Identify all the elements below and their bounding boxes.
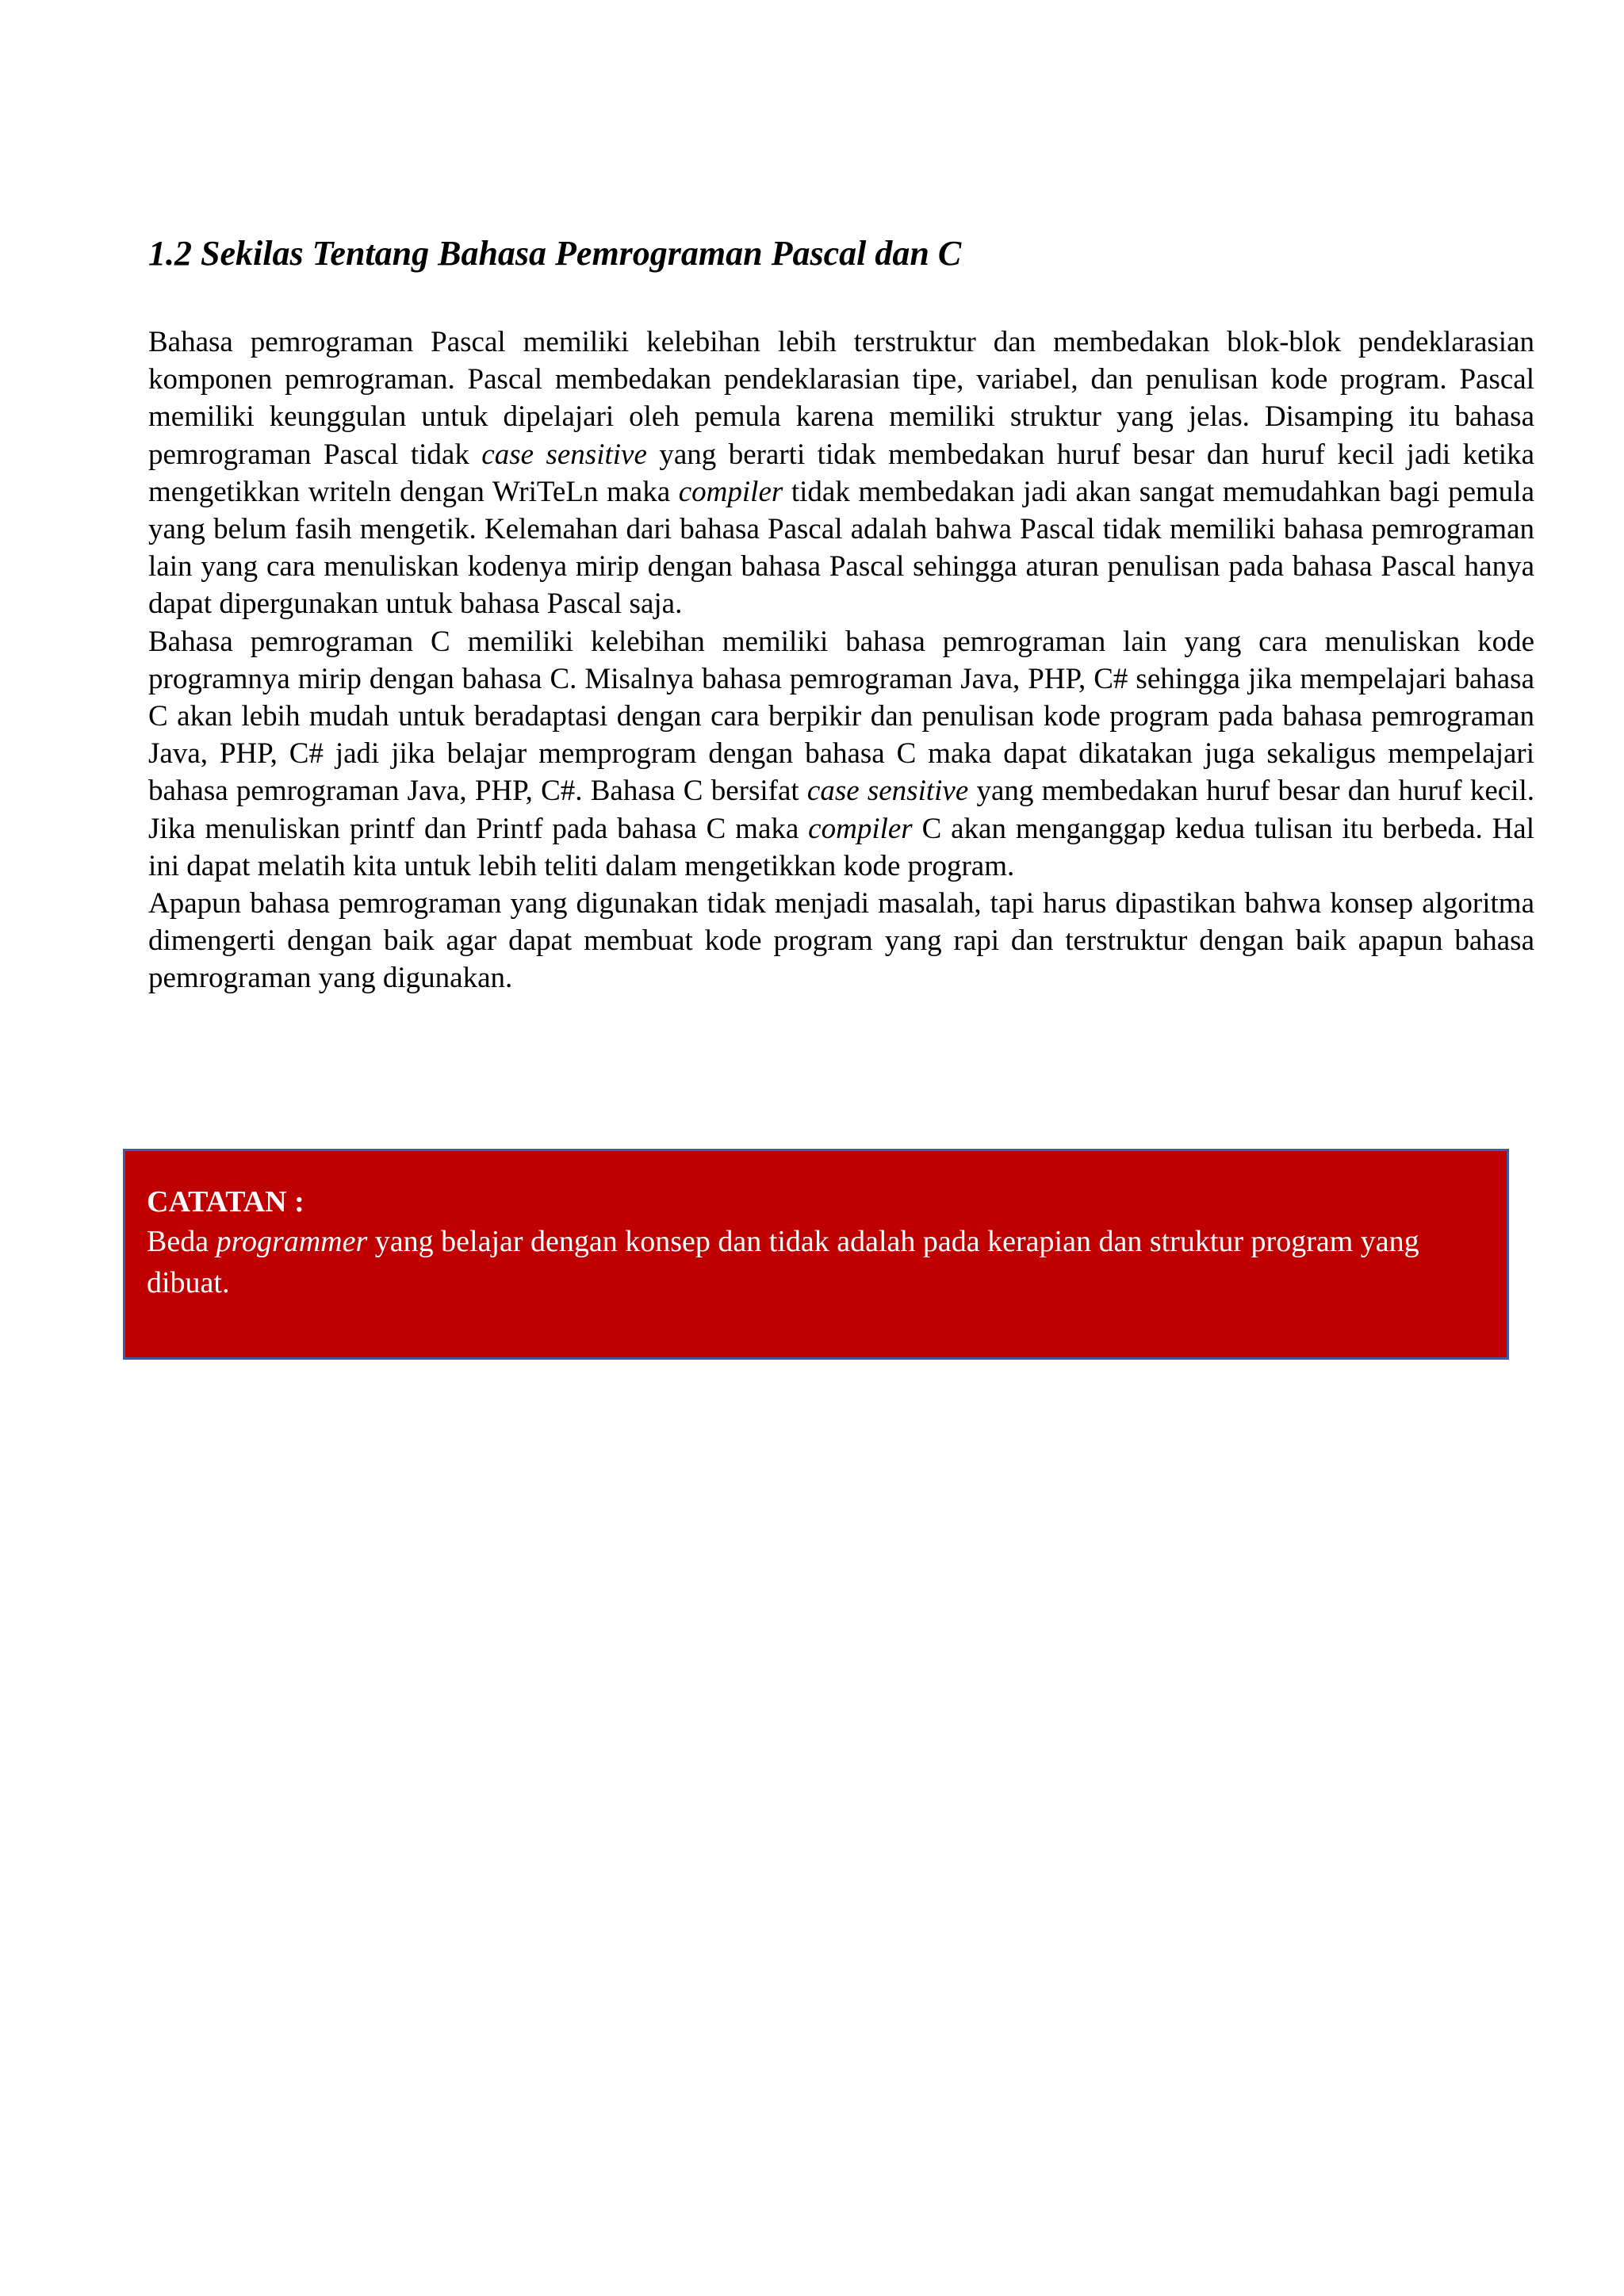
italic-term: compiler — [808, 812, 913, 845]
note-title: CATATAN : — [147, 1185, 304, 1219]
italic-term: programmer — [216, 1225, 368, 1258]
body-text — [148, 323, 1534, 997]
paragraph-c — [148, 623, 1534, 885]
paragraph-pascal — [148, 323, 1534, 623]
note-box — [123, 1149, 1509, 1360]
note-text-part: yang belajar dengan konsep dan tidak adalah pada kerapian dan struktur program yang dibuat. — [147, 1225, 1419, 1299]
italic-term: case sensitive — [481, 438, 647, 471]
paragraph-text: yang membedakan huruf besar dan huruf kecil. Jika menuliskan printf dan Printf pada bahasa C maka — [148, 775, 1534, 845]
note-text-part: Beda — [147, 1225, 216, 1258]
section-title: 1.2 Sekilas Tentang Bahasa Pemrograman Pascal dan C — [148, 234, 962, 273]
paragraph-text: tidak membedakan jadi akan sangat memudahkan bagi pemula yang belum fasih mengetik. Kelemahan dari bahasa Pascal adalah bahwa Pascal tidak memiliki bahasa pemrograman lain yang cara menuliskan kodenya mirip dengan bahasa Pascal sehingga aturan penulisan pada bahasa Pascal hanya dapat dipergunakan untuk bahasa Pascal saja. — [148, 475, 1535, 621]
paragraph-text: C akan menganggap kedua tulisan itu berbeda. Hal ini dapat melatih kita untuk lebih teliti dalam mengetikkan kode program. — [148, 812, 1534, 882]
note-text — [147, 1221, 1483, 1303]
italic-term: case sensitive — [806, 775, 969, 808]
paragraph-conclusion — [148, 885, 1534, 997]
paragraph-text: Apapun bahasa pemrograman yang digunakan tidak menjadi masalah, tapi harus dipastikan bahwa konsep algoritma dimengerti dengan baik agar dapat membuat kode program yang rapi dan terstruktur dengan baik apapun bahasa pemrograman yang digunakan. — [148, 887, 1534, 995]
italic-term: compiler — [678, 475, 783, 508]
paragraph-text: Bahasa pemrograman C memiliki kelebihan memiliki bahasa pemrograman lain yang cara menuliskan kode programnya mirip dengan bahasa C. Misalnya bahasa pemrograman Java, PHP, C# sehingga jika mempelajari bahasa C akan lebih mudah untuk beradaptasi dengan cara berpikir dan penulisan kode program pada bahasa pemrograman Java, PHP, C# jadi jika belajar memprogram dengan bahasa C maka dapat dikatakan juga sekaligus mempelajari bahasa pemrograman Java, PHP, C#. Bahasa C bersifat — [148, 625, 1534, 808]
paragraph-text: yang berarti tidak membedakan huruf besar dan huruf kecil jadi ketika mengetikkan writeln dengan WriTeLn maka — [148, 438, 1534, 508]
paragraph-text: Bahasa pemrograman Pascal memiliki kelebihan lebih terstruktur dan membedakan blok-blok pendeklarasian komponen pemrograman. Pascal membedakan pendeklarasian tipe, variabel, dan penulisan kode program. Pascal memiliki keunggulan untuk dipelajari oleh pemula karena memiliki struktur yang jelas. Disamping itu bahasa pemrograman Pascal tidak — [148, 326, 1534, 471]
